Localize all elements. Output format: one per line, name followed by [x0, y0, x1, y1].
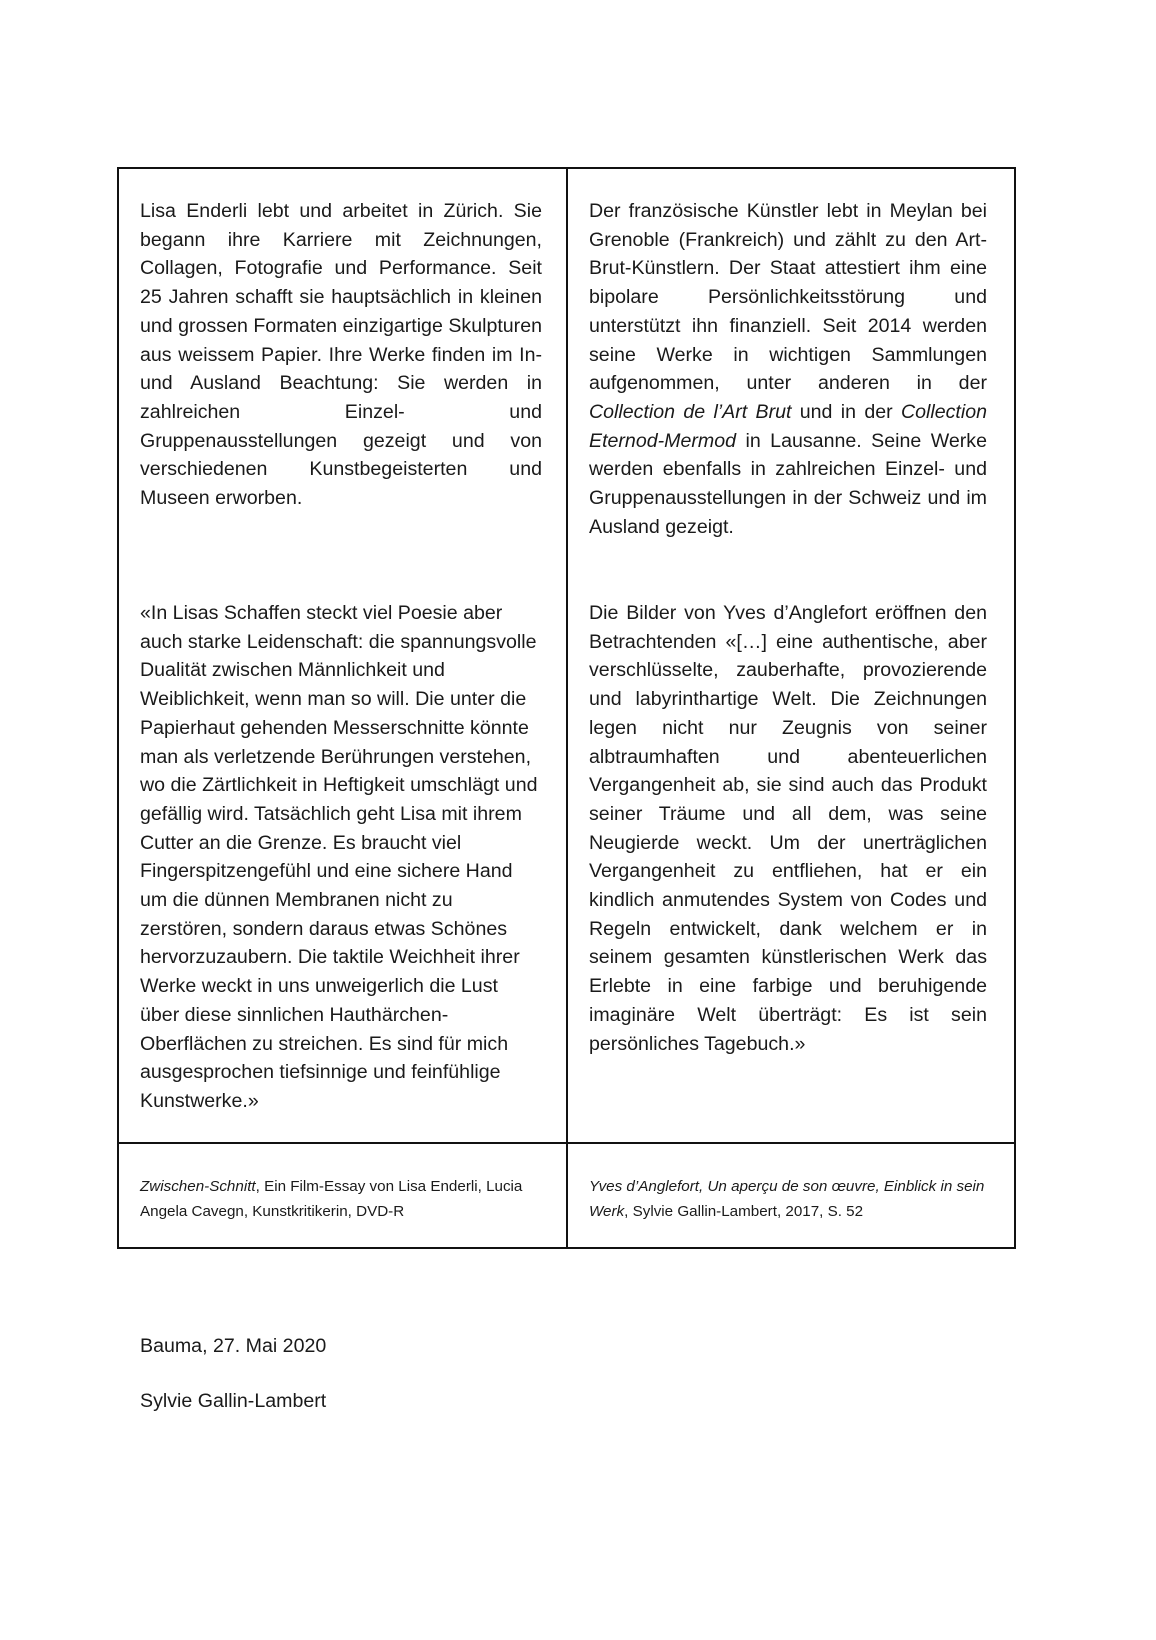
artist-comparison-table — [117, 167, 1016, 1249]
citation-title: Zwischen-Schnitt — [140, 1178, 256, 1195]
cell-citation-left — [119, 1144, 568, 1247]
collection-name: Collection de l’Art Brut — [589, 400, 792, 423]
author-signature: Sylvie Gallin-Lambert — [140, 1390, 327, 1412]
citation-title: Yves d’Anglefort, Un aperçu de son œuvre, Einblick in sein Werk — [589, 1178, 985, 1220]
cell-lisa-enderli — [119, 169, 568, 1142]
citation-text: , Sylvie Gallin-Lambert, 2017, S. 52 — [624, 1203, 864, 1220]
lisa-enderli-bio: Lisa Enderli lebt und arbeitet in Zürich. Sie begann ihre Karriere mit Zeichnungen, Collagen, Fotografie und Performance. Seit 25 Jahren schafft sie hauptsächlich in kleinen und grossen Formaten einzigartige Skulpturen aus weissem Papier. Ihre Werke finden im In- und Ausland Beachtung: Sie werden in zahlreichen Einzel- und Gruppenausstellungen gezeigt und von verschiedenen Kunstbegeisterten und Museen erworben. — [140, 200, 542, 510]
cell-yves-danglefort — [568, 169, 1014, 1142]
lisa-enderli-quote: «In Lisas Schaffen steckt viel Poesie aber auch starke Leidenschaft: die spannungsvolle Dualität zwischen Männlichkeit und Weiblichkeit, wenn man so will. Die unter die Papierhaut gehenden Messerschnitte könnte man als verletzende Berührungen verstehen, wo die Zärtlichkeit in Heftigkeit umschlägt und gefällig wird. Tatsächlich geht Lisa mit ihrem Cutter an die Grenze. Es braucht viel Fingerspitzengefühl und eine sichere Hand um die dünnen Membranen nicht zu zerstören, sondern daraus etwas Schönes hervorzuzaubern. Die taktile Weichheit ihrer Werke weckt in uns unweigerlich die Lust über diese sinnlichen Hauthärchen-Oberflächen zu streichen. Es sind für mich ausgesprochen tiefsinnige und feinfühlige Kunstwerke.» — [140, 602, 538, 1112]
bio-text: in Lausanne. Seine Werke werden ebenfalls in zahlreichen Einzel- und Gruppenausstellungen in der Schweiz und im Ausland gezeigt. — [589, 429, 987, 538]
bio-text: Der französische Künstler lebt in Meylan bei Grenoble (Frankreich) und zählt zu den Art-Brut-Künstlern. Der Staat attestiert ihm eine bipolare Persönlichkeitsstörung und unterstützt ihn finanziell. Seit 2014 werden seine Werke in wichtigen Sammlungen aufgenommen, unter anderen in der — [589, 200, 987, 395]
bio-text: und in der — [791, 400, 901, 423]
table-row-citations — [119, 1144, 1014, 1247]
citation-text: , Ein Film-Essay von Lisa Enderli, Lucia Angela Cavegn, Kunstkritikerin, DVD-R — [140, 1178, 523, 1220]
citation-lisa-enderli — [140, 1174, 540, 1224]
yves-danglefort-bio — [589, 197, 987, 541]
citation-yves-danglefort — [589, 1174, 989, 1224]
yves-danglefort-quote: Die Bilder von Yves d’Anglefort eröffnen den Betrachtenden «[…] eine authentische, aber verschlüsselte, zauberhafte, provozierende und labyrinthartige Welt. Die Zeichnungen legen nicht nur Zeugnis von seiner albtraumhaften und abenteuerlichen Vergangenheit ab, sie sind auch das Produkt seiner Träume und all dem, was seine Neugierde weckt. Um der unerträglichen Vergangenheit zu entfliehen, hat er ein kindlich anmutendes System von Codes und Regeln entwickelt, dank welchem er in seinem gesamten künstlerischen Werk das Erlebte in eine farbige und beruhigende imaginäre Welt überträgt: Es ist sein persönliches Tagebuch.» — [589, 602, 987, 1055]
table-row-content — [119, 169, 1014, 1144]
cell-citation-right — [568, 1144, 1014, 1247]
place-date: Bauma, 27. Mai 2020 — [140, 1335, 327, 1357]
collection-name: Collection Eternod-Mermod — [589, 400, 988, 452]
